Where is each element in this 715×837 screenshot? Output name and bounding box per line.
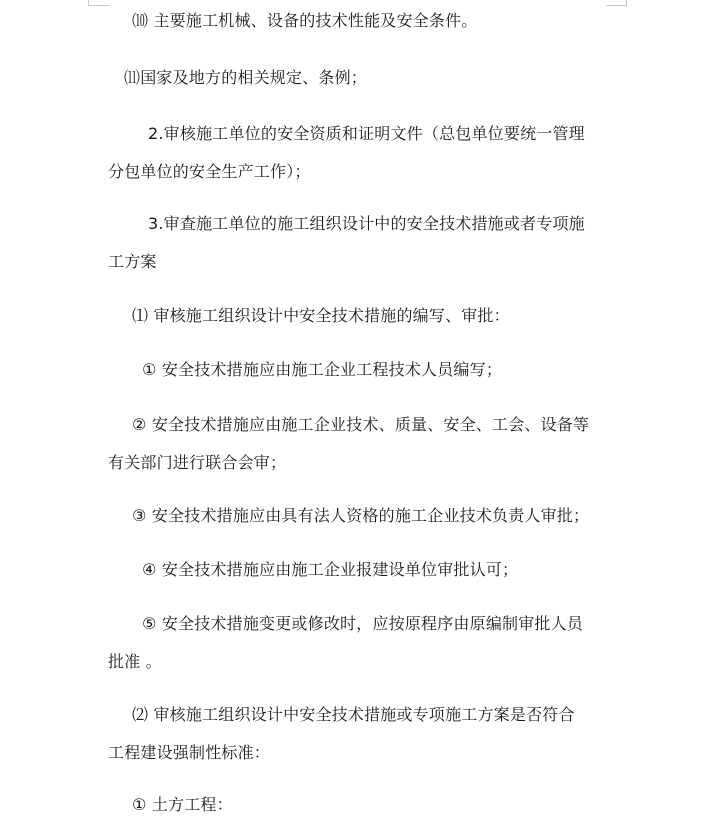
text-line: ④ 安全技术措施应由施工企业报建设单位审批认可； [142,560,519,579]
text-line: 工方案 [108,252,157,271]
text-line: 批准 。 [108,652,162,671]
text-line: ③ 安全技术措施应由具有法人资格的施工企业技术负责人审批； [132,506,590,525]
text-line: 有关部门进行联合会审； [108,453,287,472]
text-line: ⑴ 审核施工组织设计中安全技术措施的编写、审批： [132,306,510,325]
text-line: 分包单位的安全生产工作）； [108,162,311,181]
text-line: 工程建设强制性标准： [108,743,271,762]
text-line: ① 安全技术措施应由施工企业工程技术人员编写； [142,360,503,379]
paragraph-machinery [132,2,478,40]
paragraph-earthwork [132,786,233,824]
paragraph-item-1 [132,297,510,335]
paragraph-item-2 [108,696,575,772]
paragraph-subitem-1 [142,351,502,389]
text-line: ⑽ 主要施工机械、设备的技术性能及安全条件。 [132,11,478,30]
text-line: ⑵ 审核施工组织设计中安全技术措施或专项施工方案是否符合 [132,705,575,724]
text-line: ⑾国家及地方的相关规定、条例； [124,68,368,87]
margin-corner-mark-right [606,0,627,6]
paragraph-subitem-5 [108,605,583,681]
paragraph-subitem-4 [142,551,518,589]
paragraph-regulations [124,59,367,97]
paragraph-review-qualification [108,115,585,191]
text-line: ⑤ 安全技术措施变更或修改时，应按原程序由原编制审批人员 [142,614,584,633]
paragraph-review-safety-measures [108,205,585,281]
text-line: ② 安全技术措施应由施工企业技术、质量、安全、工会、设备等 [132,415,590,434]
paragraph-subitem-2 [108,406,589,482]
text-line: ① 土方工程： [132,795,233,814]
margin-corner-mark-left [88,0,109,6]
paragraph-subitem-3 [132,497,589,535]
text-line: 2.审核施工单位的安全资质和证明文件（总包单位要统一管理 [148,124,585,143]
text-line: 3.审查施工单位的施工组织设计中的安全技术措施或者专项施 [148,214,585,233]
